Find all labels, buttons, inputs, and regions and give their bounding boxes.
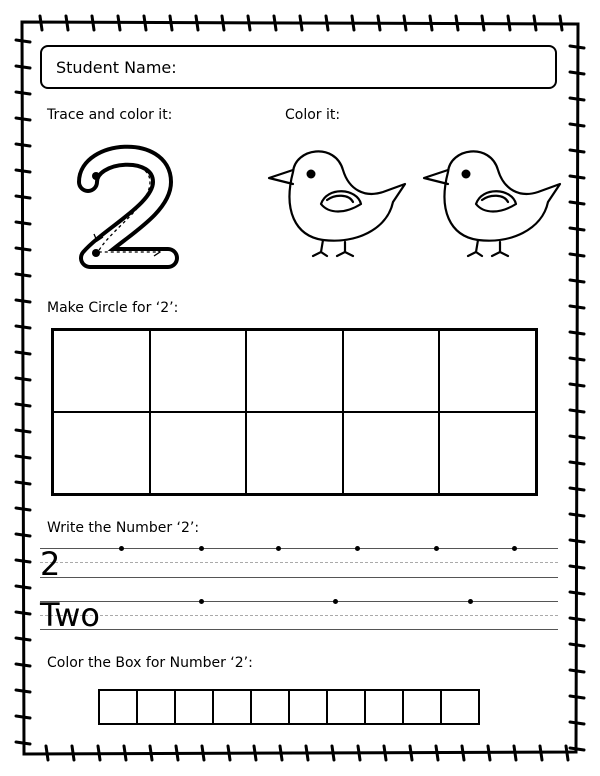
trace-digit-2[interactable]: [70, 140, 180, 275]
color-box[interactable]: [174, 689, 214, 725]
color-box[interactable]: [402, 689, 442, 725]
color-box[interactable]: [364, 689, 404, 725]
ten-frame-cell[interactable]: [343, 330, 440, 412]
color-box[interactable]: [440, 689, 480, 725]
ten-frame-cell[interactable]: [343, 412, 440, 494]
color-box[interactable]: [250, 689, 290, 725]
student-name-label: Student Name:: [56, 58, 177, 77]
color-it-label: Color it:: [285, 107, 341, 123]
ten-frame-cell[interactable]: [150, 330, 247, 412]
student-name-field[interactable]: [40, 45, 557, 89]
color-box-label: Color the Box for Number ‘2’:: [47, 655, 253, 671]
sample-word: Two: [40, 596, 100, 634]
color-box[interactable]: [98, 689, 138, 725]
color-box[interactable]: [326, 689, 366, 725]
ten-frame-cell[interactable]: [246, 330, 343, 412]
color-box[interactable]: [212, 689, 252, 725]
ten-frame-cell[interactable]: [53, 412, 150, 494]
bird-icon-2[interactable]: [420, 140, 570, 260]
ten-frame-cell[interactable]: [150, 412, 247, 494]
trace-label: Trace and color it:: [47, 107, 173, 123]
bird-icon-1[interactable]: [265, 140, 415, 260]
color-box[interactable]: [136, 689, 176, 725]
ten-frame-cell[interactable]: [53, 330, 150, 412]
sample-digit: 2: [40, 545, 61, 583]
ten-frame-cell[interactable]: [246, 412, 343, 494]
color-box[interactable]: [288, 689, 328, 725]
ten-frame-grid: [51, 328, 538, 496]
color-box-row: [100, 689, 480, 725]
ten-frame-cell[interactable]: [439, 412, 536, 494]
make-circle-label: Make Circle for ‘2’:: [47, 300, 179, 316]
ten-frame-cell[interactable]: [439, 330, 536, 412]
write-number-label: Write the Number ‘2’:: [47, 520, 200, 536]
